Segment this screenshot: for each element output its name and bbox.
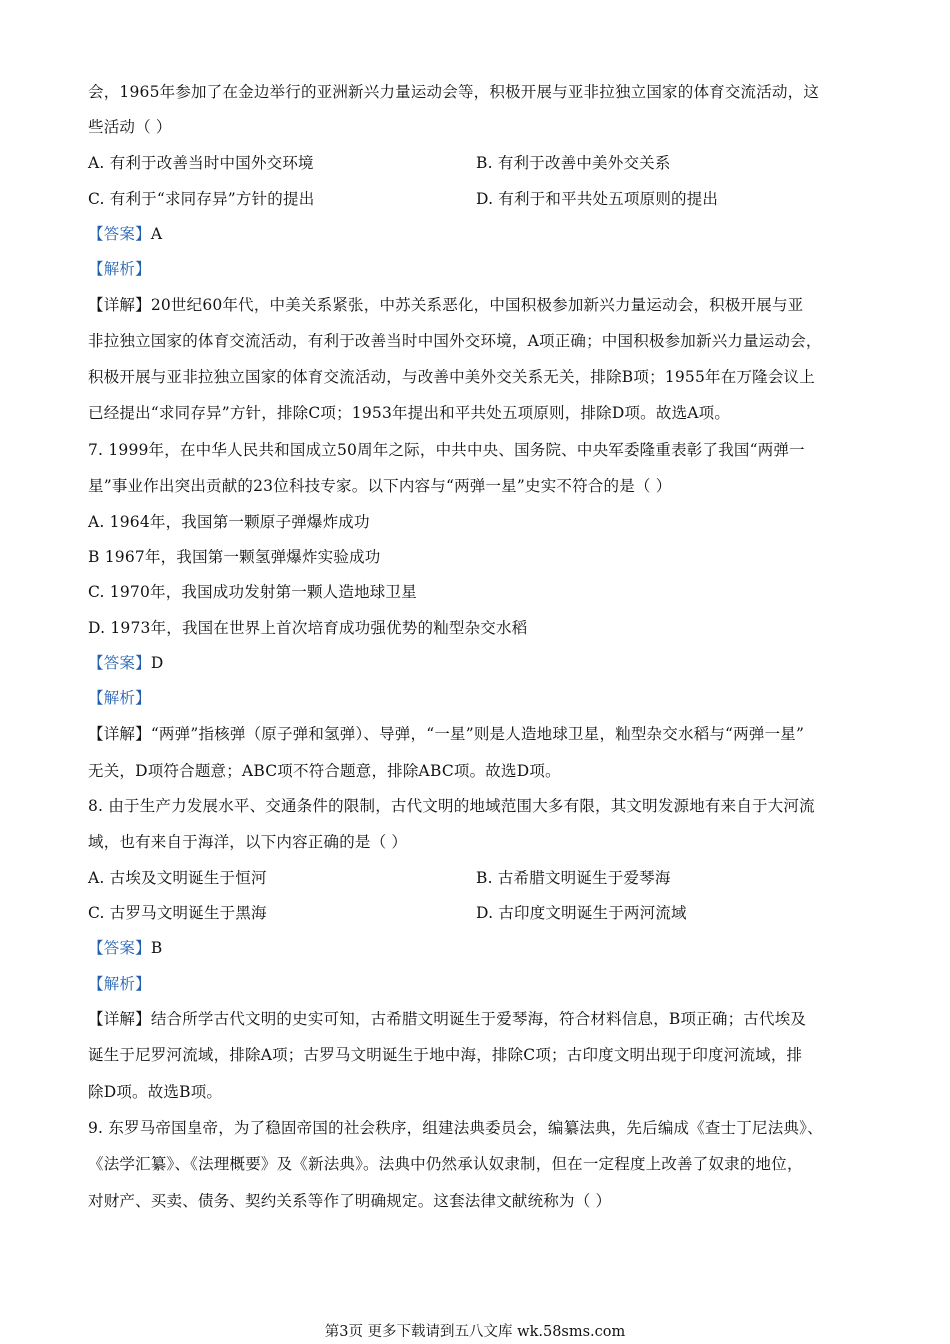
option-a: A. 古埃及文明诞生于恒河 <box>88 869 267 887</box>
answer-tag: 【答案】 <box>88 939 151 957</box>
answer-line <box>88 938 162 958</box>
detail-tag: 【详解】 <box>88 296 151 314</box>
question-text: 星”事业作出突出贡献的23位科技专家。以下内容与“两弹一星”史实不符合的是（ ） <box>88 477 672 495</box>
answer-value: D <box>150 654 164 672</box>
question-text: 《法学汇纂》、《法理概要》及《新法典》。法典中仍然承认奴隶制，但在一定程度上改善了奴隶的地位， <box>88 1155 803 1173</box>
detail-text: 20世纪60年代，中美关系紧张，中苏关系恶化，中国积极参加新兴力量运动会，积极开展与亚 <box>150 296 804 314</box>
option-d: D. 古印度文明诞生于两河流域 <box>476 904 687 922</box>
analysis-tag: 【解析】 <box>88 689 151 707</box>
detail-line <box>88 295 803 315</box>
option-d: D. 有利于和平共处五项原则的提出 <box>476 190 719 208</box>
option-b: B. 有利于改善中美外交关系 <box>476 154 671 172</box>
answer-tag: 【答案】 <box>88 654 151 672</box>
answer-value: B <box>150 939 163 957</box>
question-text: 7. 1999年，在中华人民共和国成立50周年之际，中共中央、国务院、中央军委隆重表彰了我国“两弹一 <box>88 441 805 459</box>
option-b: B. 古希腊文明诞生于爱琴海 <box>476 869 671 887</box>
detail-line <box>88 1009 806 1029</box>
analysis-tag: 【解析】 <box>88 975 151 993</box>
answer-value: A <box>150 225 163 243</box>
analysis-tag: 【解析】 <box>88 260 151 278</box>
option-d: D. 1973年，我国在世界上首次培育成功强优势的籼型杂交水稻 <box>88 619 528 637</box>
question-text: 域，也有来自于海洋，以下内容正确的是（ ） <box>88 833 408 851</box>
detail-tag: 【详解】 <box>88 725 151 743</box>
option-c: C. 1970年，我国成功发射第一颗人造地球卫星 <box>88 583 417 601</box>
question-text: 9. 东罗马帝国皇帝，为了稳固帝国的社会秩序，组建法典委员会，编纂法典，先后编成《查士丁尼法典》、 <box>88 1119 823 1137</box>
option-b: B 1967年，我国第一颗氢弹爆炸实验成功 <box>88 548 381 566</box>
answer-line <box>88 653 163 673</box>
text-line: 积极开展与亚非拉独立国家的体育交流活动，与改善中美外交关系无关，排除B项；1955年在万隆会议上 <box>88 368 815 386</box>
answer-tag: 【答案】 <box>88 225 151 243</box>
detail-tag: 【详解】 <box>88 1010 151 1028</box>
page-footer: 第3页 更多下载请到五八文库 wk.58sms.com <box>324 1324 626 1340</box>
option-c: C. 古罗马文明诞生于黑海 <box>88 904 267 922</box>
detail-text: 结合所学古代文明的史实可知，古希腊文明诞生于爱琴海，符合材料信息，B项正确；古代埃及 <box>150 1010 807 1028</box>
text-line: 些活动（ ） <box>88 118 172 136</box>
question-text: 8. 由于生产力发展水平、交通条件的限制，古代文明的地域范围大多有限，其文明发源地有来自于大河流 <box>88 797 815 815</box>
question-text: 对财产、买卖、债务、契约关系等作了明确规定。这套法律文献统称为（ ） <box>88 1192 612 1210</box>
answer-line <box>88 224 162 244</box>
text-line: 无关，D项符合题意；ABC项不符合题意，排除ABC项。故选D项。 <box>88 762 561 780</box>
option-a: A. 1964年，我国第一颗原子弹爆炸成功 <box>88 513 370 531</box>
detail-line <box>88 724 804 744</box>
text-line: 除D项。故选B项。 <box>88 1083 223 1101</box>
text-line: 非拉独立国家的体育交流活动，有利于改善当时中国外交环境，A项正确；中国积极参加新兴力量运动会， <box>88 332 822 350</box>
text-line: 会，1965年参加了在金边举行的亚洲新兴力量运动会等，积极开展与亚非拉独立国家的体育交流活动，这 <box>88 83 820 101</box>
text-line: 诞生于尼罗河流域，排除A项；古罗马文明诞生于地中海，排除C项；古印度文明出现于印度河流域，排 <box>88 1046 803 1064</box>
option-c: C. 有利于“求同存异”方针的提出 <box>88 190 315 208</box>
option-a: A. 有利于改善当时中国外交环境 <box>88 154 314 172</box>
detail-text: “两弹”指核弹（原子弹和氢弹）、导弹，“一星”则是人造地球卫星，籼型杂交水稻与“两弹一星” <box>150 725 805 743</box>
text-line: 已经提出“求同存异”方针，排除C项；1953年提出和平共处五项原则，排除D项。故选A项。 <box>88 404 731 422</box>
